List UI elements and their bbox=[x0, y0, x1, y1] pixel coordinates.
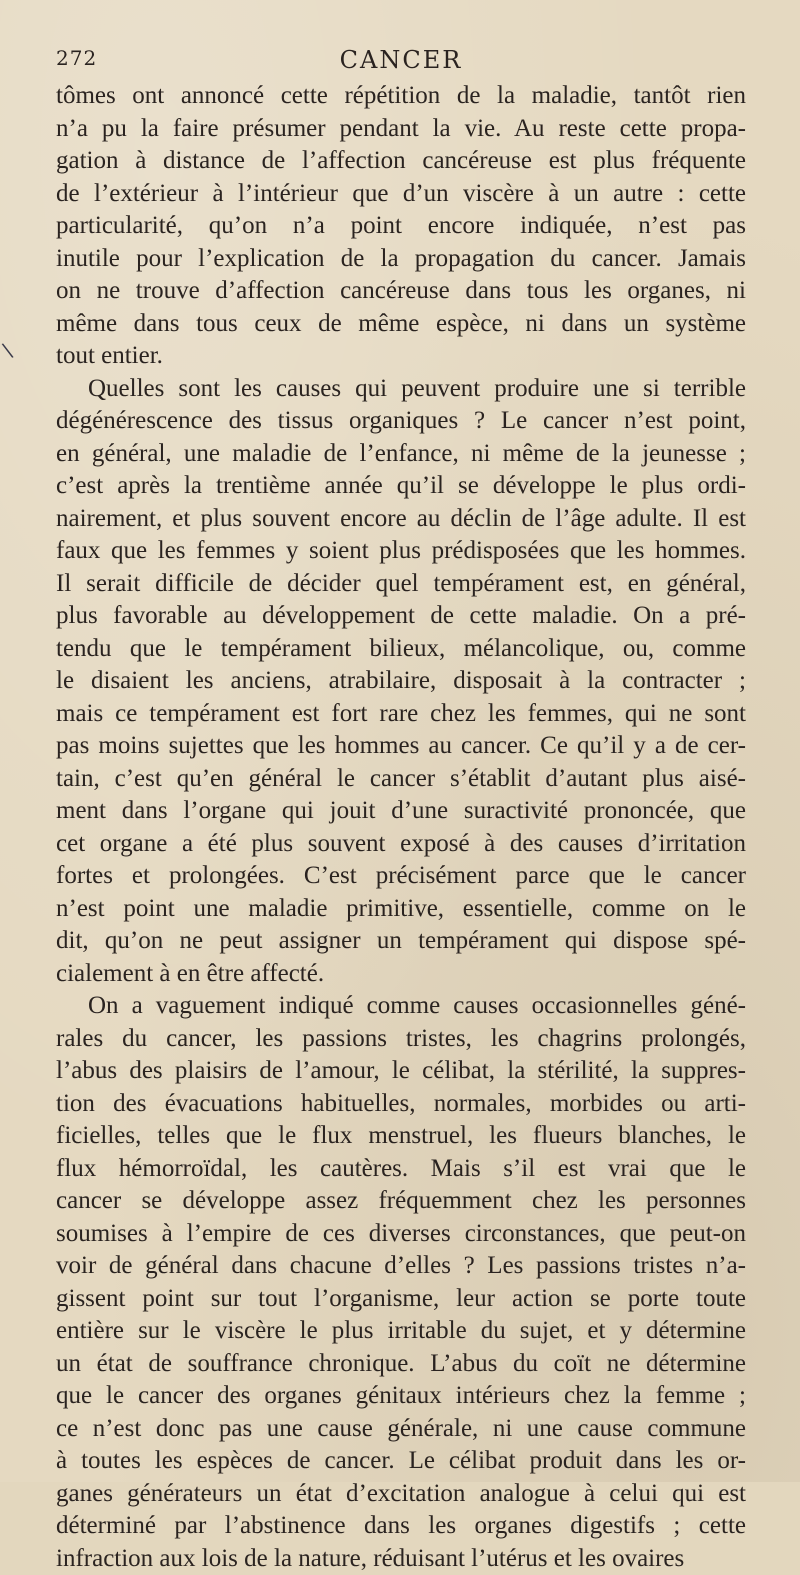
text-line: ce n’est donc pas une cause générale, ni une cause commune bbox=[56, 1413, 746, 1446]
text-line: pas moins sujettes que les hommes au cancer. Ce qu’il y a de cer- bbox=[56, 730, 746, 763]
text-line: tain, c’est qu’en général le cancer s’établit d’autant plus aisé- bbox=[56, 763, 746, 796]
page-number: 272 bbox=[56, 46, 97, 70]
margin-pencil-mark: \ bbox=[0, 338, 15, 363]
text-line: entière sur le viscère le plus irritable du sujet, et y détermine bbox=[56, 1315, 746, 1348]
text-line: soumises à l’empire de ces diverses circonstances, que peut-on bbox=[56, 1218, 746, 1251]
text-line: inutile pour l’explication de la propagation du cancer. Jamais bbox=[56, 243, 746, 276]
text-line: cialement à en être affecté. bbox=[56, 958, 746, 991]
text-line: flux hémorroïdal, les cautères. Mais s’il est vrai que le bbox=[56, 1153, 746, 1186]
text-line: dégénérescence des tissus organiques ? Le cancer n’est point, bbox=[56, 405, 746, 438]
text-line: particularité, qu’on n’a point encore indiquée, n’est pas bbox=[56, 210, 746, 243]
text-line: l’abus des plaisirs de l’amour, le célibat, la stérilité, la suppres- bbox=[56, 1055, 746, 1088]
text-line: tômes ont annoncé cette répétition de la maladie, tantôt rien bbox=[56, 80, 746, 113]
text-line: rales du cancer, les passions tristes, les chagrins prolongés, bbox=[56, 1023, 746, 1056]
text-line: que le cancer des organes génitaux intérieurs chez la femme ; bbox=[56, 1380, 746, 1413]
text-line: cet organe a été plus souvent exposé à des causes d’irritation bbox=[56, 828, 746, 861]
text-line: mais ce tempérament est fort rare chez les femmes, qui ne sont bbox=[56, 698, 746, 731]
text-line: ment dans l’organe qui jouit d’une suractivité prononcée, que bbox=[56, 795, 746, 828]
text-line: voir de général dans chacune d’elles ? Les passions tristes n’a- bbox=[56, 1250, 746, 1283]
text-line: tendu que le tempérament bilieux, mélancolique, ou, comme bbox=[56, 633, 746, 666]
text-line: Il serait difficile de décider quel tempérament est, en général, bbox=[56, 568, 746, 601]
text-line: on ne trouve d’affection cancéreuse dans tous les organes, ni bbox=[56, 275, 746, 308]
text-line: en général, une maladie de l’enfance, ni même de la jeunesse ; bbox=[56, 438, 746, 471]
page-header bbox=[56, 46, 746, 76]
text-line: tion des évacuations habituelles, normales, morbides ou arti- bbox=[56, 1088, 746, 1121]
text-line: Quelles sont les causes qui peuvent produire une si terrible bbox=[56, 373, 746, 406]
text-line: n’a pu la faire présumer pendant la vie. Au reste cette propa- bbox=[56, 113, 746, 146]
text-line: fortes et prolongées. C’est précisément parce que le cancer bbox=[56, 860, 746, 893]
text-line: nairement, et plus souvent encore au déclin de l’âge adulte. Il est bbox=[56, 503, 746, 536]
body-text bbox=[56, 80, 746, 1575]
text-line: On a vaguement indiqué comme causes occasionnelles géné- bbox=[56, 990, 746, 1023]
paragraph bbox=[56, 373, 746, 991]
text-line: cancer se développe assez fréquemment chez les personnes bbox=[56, 1185, 746, 1218]
text-line: gation à distance de l’affection cancéreuse est plus fréquente bbox=[56, 145, 746, 178]
text-line: un état de souffrance chronique. L’abus du coït ne détermine bbox=[56, 1348, 746, 1381]
text-line: le disaient les anciens, atrabilaire, disposait à la contracter ; bbox=[56, 665, 746, 698]
paragraph bbox=[56, 80, 746, 373]
text-line: ficielles, telles que le flux menstruel, les flueurs blanches, le bbox=[56, 1120, 746, 1153]
text-line: à toutes les espèces de cancer. Le célibat produit dans les or- bbox=[56, 1445, 746, 1478]
text-line: ganes générateurs un état d’excitation analogue à celui qui est bbox=[56, 1478, 746, 1511]
text-line: dit, qu’on ne peut assigner un tempérament qui dispose spé- bbox=[56, 925, 746, 958]
text-line: faux que les femmes y soient plus prédisposées que les hommes. bbox=[56, 535, 746, 568]
paragraph bbox=[56, 990, 746, 1575]
running-title: CANCER bbox=[56, 46, 746, 74]
text-line: même dans tous ceux de même espèce, ni dans un système bbox=[56, 308, 746, 341]
text-line: tout entier. bbox=[56, 340, 746, 373]
text-line: déterminé par l’abstinence dans les organes digestifs ; cette bbox=[56, 1510, 746, 1543]
text-line: infraction aux lois de la nature, réduisant l’utérus et les ovaires bbox=[56, 1543, 746, 1575]
text-line: n’est point une maladie primitive, essentielle, comme on le bbox=[56, 893, 746, 926]
text-line: plus favorable au développement de cette maladie. On a pré- bbox=[56, 600, 746, 633]
text-line: de l’extérieur à l’intérieur que d’un viscère à un autre : cette bbox=[56, 178, 746, 211]
text-line: c’est après la trentième année qu’il se développe le plus ordi- bbox=[56, 470, 746, 503]
text-line: gissent point sur tout l’organisme, leur action se porte toute bbox=[56, 1283, 746, 1316]
